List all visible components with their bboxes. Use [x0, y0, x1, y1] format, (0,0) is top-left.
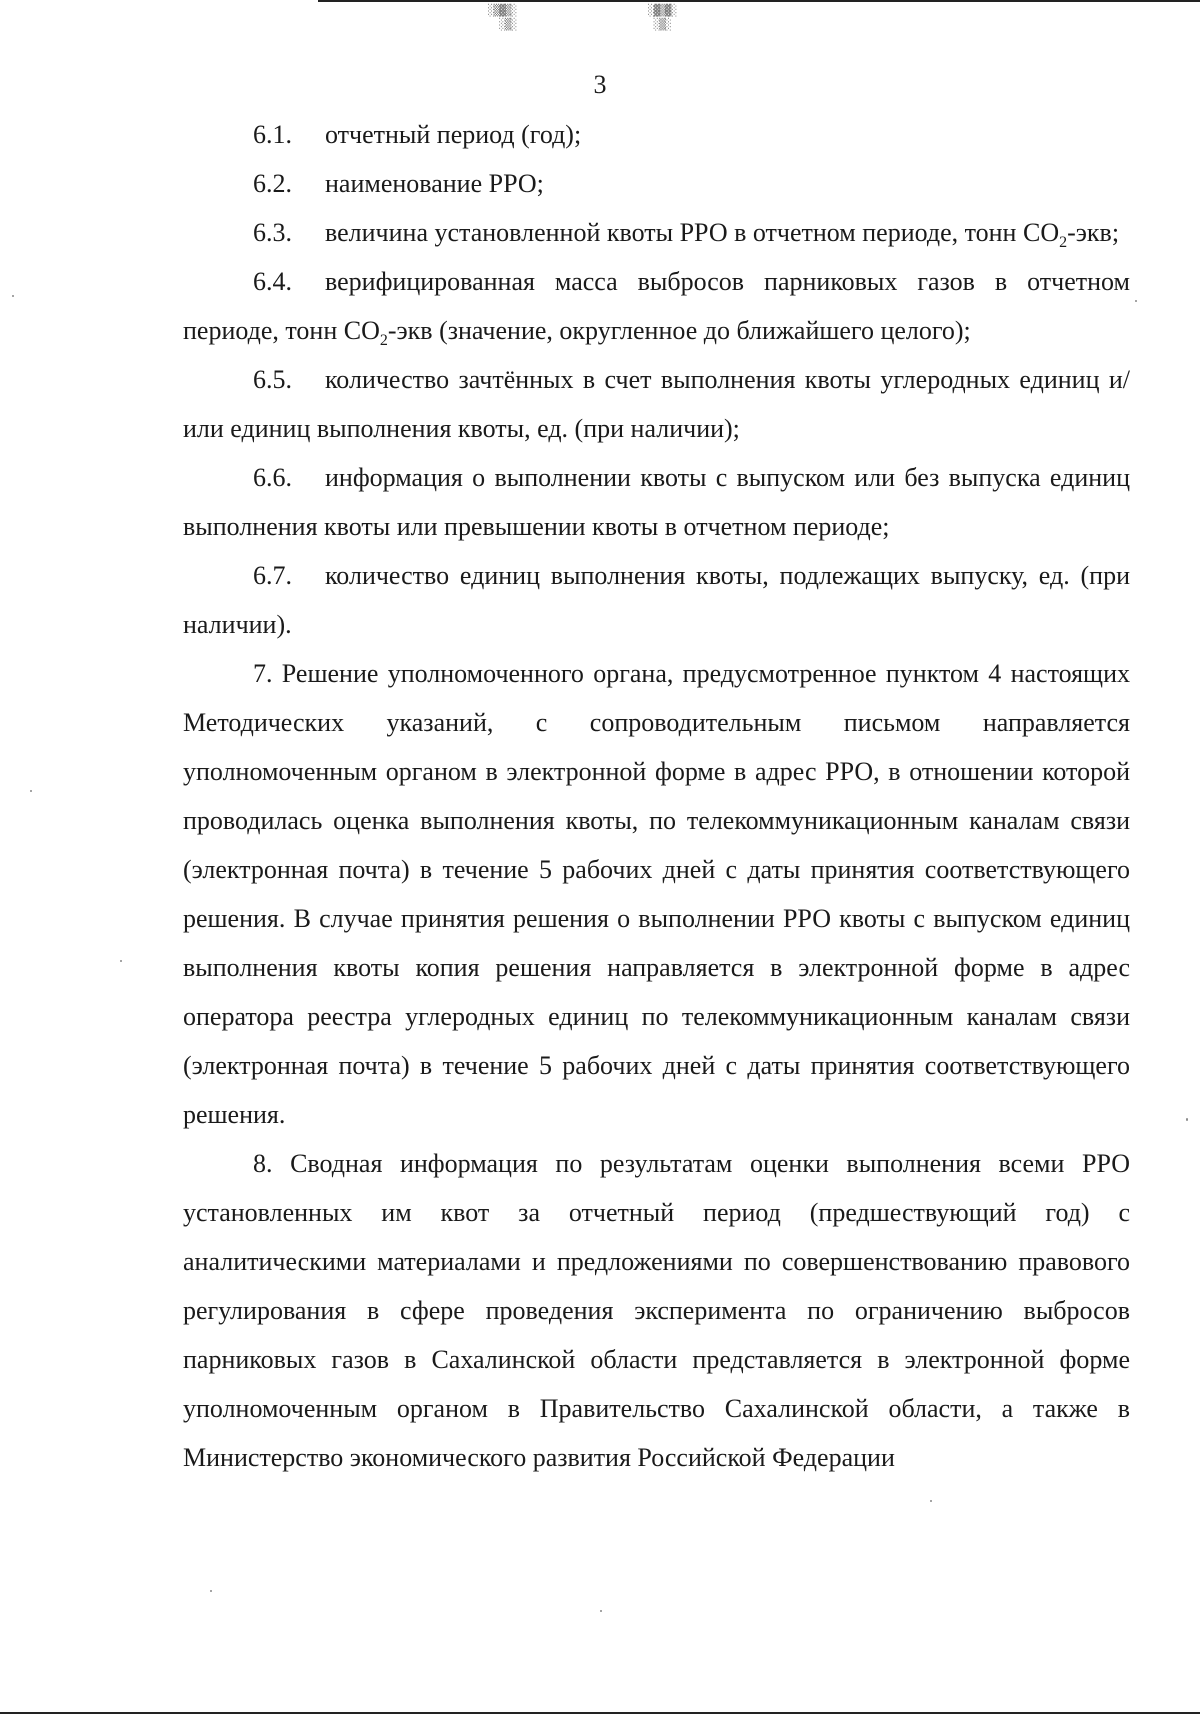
item-text: наименование РРО; [325, 169, 544, 198]
item-text: верифицированная масса выбросов парниковых газов в отчетном периоде, тонн CO [183, 267, 1130, 345]
scan-speck [1186, 1118, 1188, 1121]
item-number: 6.5. [253, 365, 292, 394]
item-text: информация о выполнении квоты с выпуском или без выпуска единиц выполнения квоты или превышении квоты в отчетном периоде; [183, 463, 1130, 541]
scan-speck [12, 295, 14, 297]
document-body [183, 110, 1130, 1482]
item-text: отчетный период (год); [325, 120, 582, 149]
item-text-tail: -экв; [1067, 218, 1120, 247]
list-item-6-1 [183, 110, 1130, 159]
item-text: количество единиц выполнения квоты, подлежащих выпуску, ед. (при наличии). [183, 561, 1130, 639]
top-scan-edge [318, 0, 1200, 2]
item-number: 6.1. [253, 120, 292, 149]
paragraph-8: 8. Сводная информация по результатам оценки выполнения всеми РРО установленных им квот за отчетный период (предшествующий год) с аналитическими материалами и предложениями по совершенствованию правового регулирования в сфере проведения эксперимента по ограничению выбросов парниковых газов в Сахалинской области представляется в электронной форме уполномоченным органом в Правительство Сахалинской области, а также в Министерство экономического развития Российской Федерации [183, 1149, 1130, 1472]
item-text-tail: -экв (значение, округленное до ближайшего целого); [387, 316, 971, 345]
item-number: 6.7. [253, 561, 292, 590]
list-item-6-5 [183, 355, 1130, 453]
subscript-2: 2 [379, 332, 388, 350]
bottom-scan-edge [0, 1712, 1200, 1714]
scan-speck [600, 1610, 602, 1612]
scan-speck [1135, 300, 1137, 302]
item-number: 6.3. [253, 218, 292, 247]
scan-speck [30, 790, 32, 792]
item-number: 6.6. [253, 463, 292, 492]
scan-speck [120, 960, 122, 962]
list-item-6-7 [183, 551, 1130, 649]
item-number: 6.4. [253, 267, 292, 296]
scan-stamp-left: ░▒▓▒░ ░▒░ [488, 4, 517, 31]
page-number: 3 [593, 70, 607, 99]
scan-speck [930, 1500, 932, 1502]
subscript-2: 2 [1059, 234, 1068, 252]
list-item-6-3 [183, 208, 1130, 257]
item-text: количество зачтённых в счет выполнения квоты углеродных единиц и/или единиц выполнения квоты, ед. (при наличии); [183, 365, 1130, 443]
list-item-6-4 [183, 257, 1130, 355]
item-text: величина установленной квоты РРО в отчетном периоде, тонн CO [325, 218, 1060, 247]
scan-stamp-right: ░▓▒▓░ ░▒░ [648, 4, 677, 31]
list-item-6-2 [183, 159, 1130, 208]
scan-speck [210, 1590, 212, 1592]
paragraph-7: 7. Решение уполномоченного органа, предусмотренное пунктом 4 настоящих Методических указаний, с сопроводительным письмом направляется уполномоченным органом в электронной форме в адрес РРО, в отношении которой проводилась оценка выполнения квоты, по телекоммуникационным каналам связи (электронная почта) в течение 5 рабочих дней с даты принятия соответствующего решения. В случае принятия решения о выполнении РРО квоты с выпуском единиц выполнения квоты копия решения направляется в электронной форме в адрес оператора реестра углеродных единиц по телекоммуникационным каналам связи (электронная почта) в течение 5 рабочих дней с даты принятия соответствующего решения. [183, 659, 1130, 1129]
list-item-6-6 [183, 453, 1130, 551]
item-number: 6.2. [253, 169, 292, 198]
